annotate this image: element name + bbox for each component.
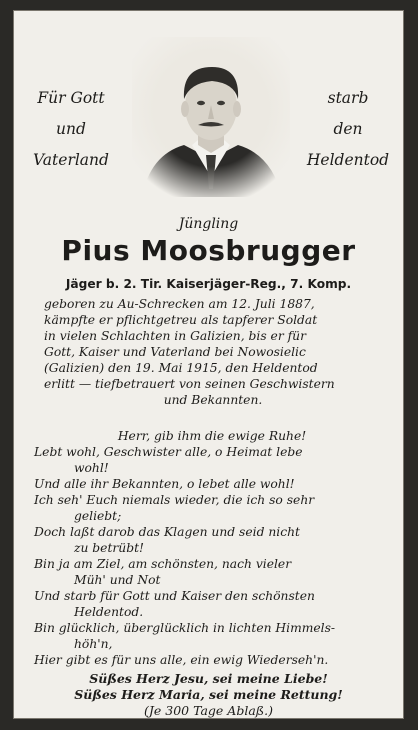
closing-line: Süßes Herz Jesu, sei meine Liebe! bbox=[89, 671, 328, 686]
left-motto bbox=[22, 83, 120, 176]
bio-line: (Galizien) den 19. Mai 1915, den Heldentod bbox=[44, 361, 318, 375]
bio-line: geboren zu Au-Schrecken am 12. Juli 1887, bbox=[44, 297, 315, 311]
poem-line: höh'n, bbox=[74, 637, 113, 651]
poem-line: Ich seh' Euch niemals wieder, die ich so sehr bbox=[34, 493, 315, 507]
poem-line: Und starb für Gott und Kaiser den schönsten bbox=[34, 589, 315, 603]
poem-line: Bin glücklich, überglücklich in lichten Himmels- bbox=[34, 621, 336, 635]
bio-line: und Bekannten. bbox=[163, 393, 263, 407]
poem-line: Bin ja am Ziel, am schönsten, nach vieler bbox=[34, 557, 292, 571]
poem-line: Heldentod. bbox=[74, 605, 144, 619]
indulgence-note: (Je 300 Tage Ablaß.) bbox=[144, 703, 273, 718]
poem-line: Doch laßt darob das Klagen und seid nicht bbox=[34, 525, 300, 539]
poem-line: Müh' und Not bbox=[74, 573, 161, 587]
poem bbox=[34, 428, 390, 668]
poem-line: wohl! bbox=[74, 461, 109, 475]
portrait-photo bbox=[132, 37, 290, 197]
poem-line: Hier gibt es für uns alle, ein ewig Wiederseh'n. bbox=[34, 653, 329, 667]
right-motto-line: Heldentod bbox=[306, 151, 390, 169]
bio-line: erlitt — tiefbetrauert von seinen Geschwistern bbox=[44, 377, 335, 391]
military-rank: Jäger b. 2. Tir. Kaiserjäger-Reg., 7. Komp. bbox=[65, 277, 352, 291]
left-motto-line: und bbox=[56, 120, 86, 138]
poem-intro: Herr, gib ihm die ewige Ruhe! bbox=[117, 429, 307, 443]
poem-line: Und alle ihr Bekannten, o lebet alle wohl! bbox=[34, 477, 295, 491]
pre-title: Jüngling bbox=[178, 216, 239, 232]
bio-line: in vielen Schlachten in Galizien, bis er für bbox=[44, 329, 306, 343]
closing-prayer bbox=[14, 671, 403, 719]
left-motto-line: Vaterland bbox=[33, 151, 109, 169]
memorial-card bbox=[13, 10, 404, 719]
poem-line: zu betrübt! bbox=[74, 541, 144, 555]
right-motto-line: den bbox=[333, 120, 363, 138]
bio-line: kämpfte er pflichtgetreu als tapferer Soldat bbox=[44, 313, 318, 327]
deceased-name: Pius Moosbrugger bbox=[61, 234, 356, 267]
poem-line: Lebt wohl, Geschwister alle, o Heimat lebe bbox=[34, 445, 303, 459]
closing-line: Süßes Herz Maria, sei meine Rettung! bbox=[74, 687, 343, 702]
biography bbox=[44, 296, 382, 408]
right-motto bbox=[299, 83, 397, 176]
right-motto-line: starb bbox=[327, 89, 369, 107]
poem-line: geliebt; bbox=[74, 509, 122, 523]
left-motto-line: Für Gott bbox=[37, 89, 105, 107]
bio-line: Gott, Kaiser und Vaterland bei Nowosielic bbox=[44, 345, 306, 359]
